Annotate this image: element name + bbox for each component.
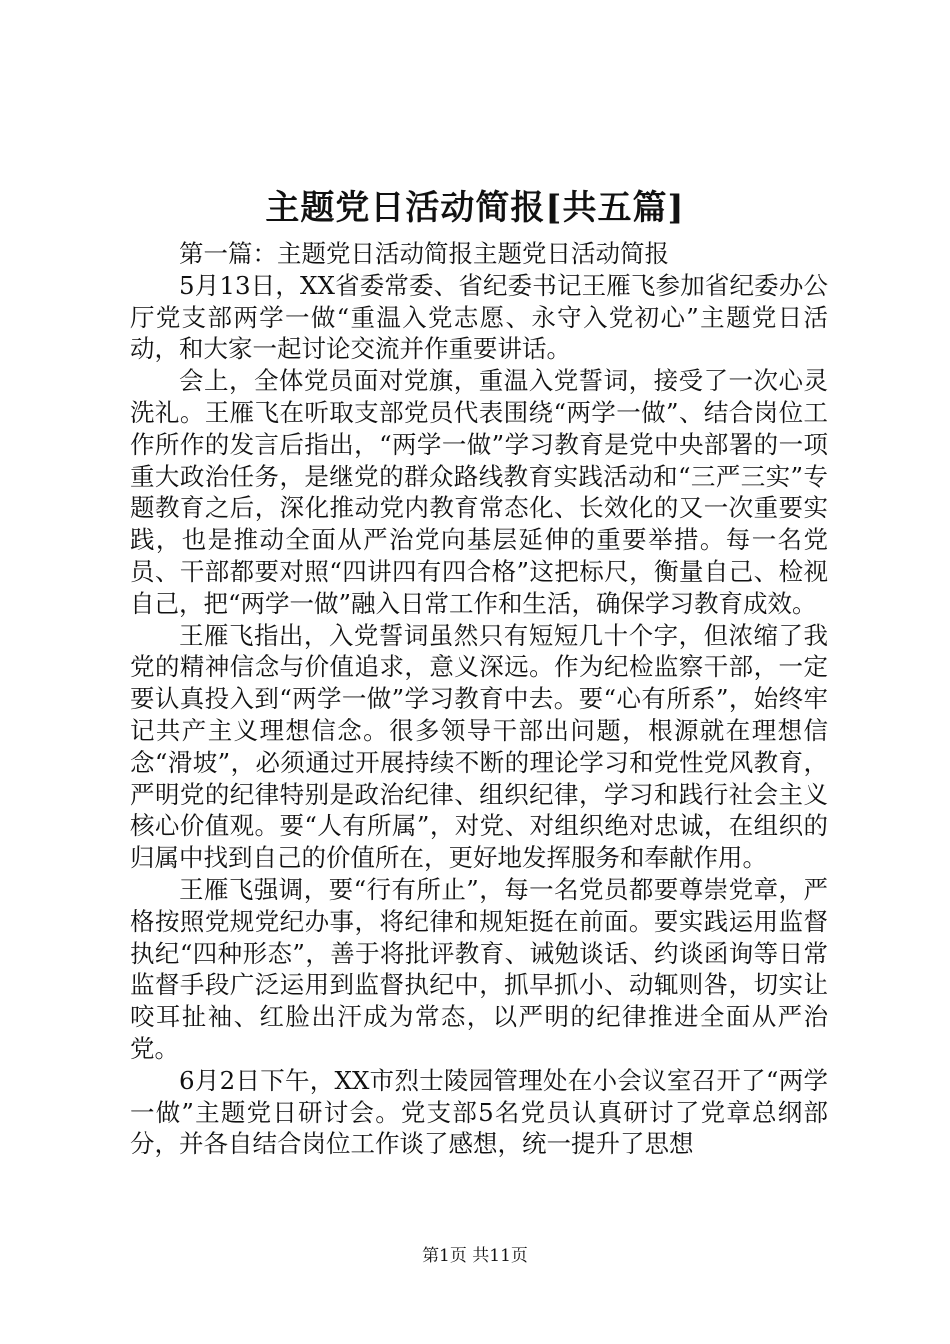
- body-paragraph: 5月13日，XX省委常委、省纪委书记王雁飞参加省纪委办公厅党支部两学一做“重温入党志愿、永守入党初心”主题党日活动，和大家一起讨论交流并作重要讲话。: [130, 270, 828, 364]
- body-paragraph: 6月2日下午，XX市烈士陵园管理处在小会议室召开了“两学一做”主题党日研讨会。党支部5名党员认真研讨了党章总纲部分，并各自结合岗位工作谈了感想，统一提升了思想: [130, 1065, 828, 1159]
- document-title: 主题党日活动简报[共五篇]: [265, 188, 685, 228]
- page-number-footer: 第1页 共11页: [422, 1246, 528, 1266]
- section-heading: 第一篇：主题党日活动简报主题党日活动简报: [179, 239, 669, 268]
- document-body: [130, 238, 828, 1160]
- body-paragraph: 会上，全体党员面对党旗，重温入党誓词，接受了一次心灵洗礼。王雁飞在听取支部党员代表围绕“两学一做”、结合岗位工作所作的发言后指出，“两学一做”学习教育是党中央部署的一项重大政治任务，是继党的群众路线教育实践活动和“三严三实”专题教育之后，深化推动党内教育常态化、长效化的又一次重要实践，也是推动全面从严治党向基层延伸的重要举措。每一名党员、干部都要对照“四讲四有四合格”这把标尺，衡量自己、检视自己，把“两学一做”融入日常工作和生活，确保学习教育成效。: [130, 366, 828, 618]
- body-paragraph: 王雁飞强调，要“行有所止”，每一名党员都要尊崇党章，严格按照党规党纪办事，将纪律和规矩挺在前面。要实践运用监督执纪“四种形态”，善于将批评教育、诫勉谈话、约谈函询等日常监督手段广泛运用到监督执纪中，抓早抓小、动辄则咎，切实让咬耳扯袖、红脸出汗成为常态，以严明的纪律推进全面从严治党。: [130, 874, 828, 1063]
- body-paragraph: 王雁飞指出，入党誓词虽然只有短短几十个字，但浓缩了我党的精神信念与价值追求，意义深远。作为纪检监察干部，一定要认真投入到“两学一做”学习教育中去。要“心有所系”，始终牢记共产主义理想信念。很多领导干部出问题，根源就在理想信念“滑坡”，必须通过开展持续不断的理论学习和党性党风教育，严明党的纪律特别是政治纪律、组织纪律，学习和践行社会主义核心价值观。要“人有所属”，对党、对组织绝对忠诚，在组织的归属中找到自己的价值所在，更好地发挥服务和奉献作用。: [130, 620, 828, 873]
